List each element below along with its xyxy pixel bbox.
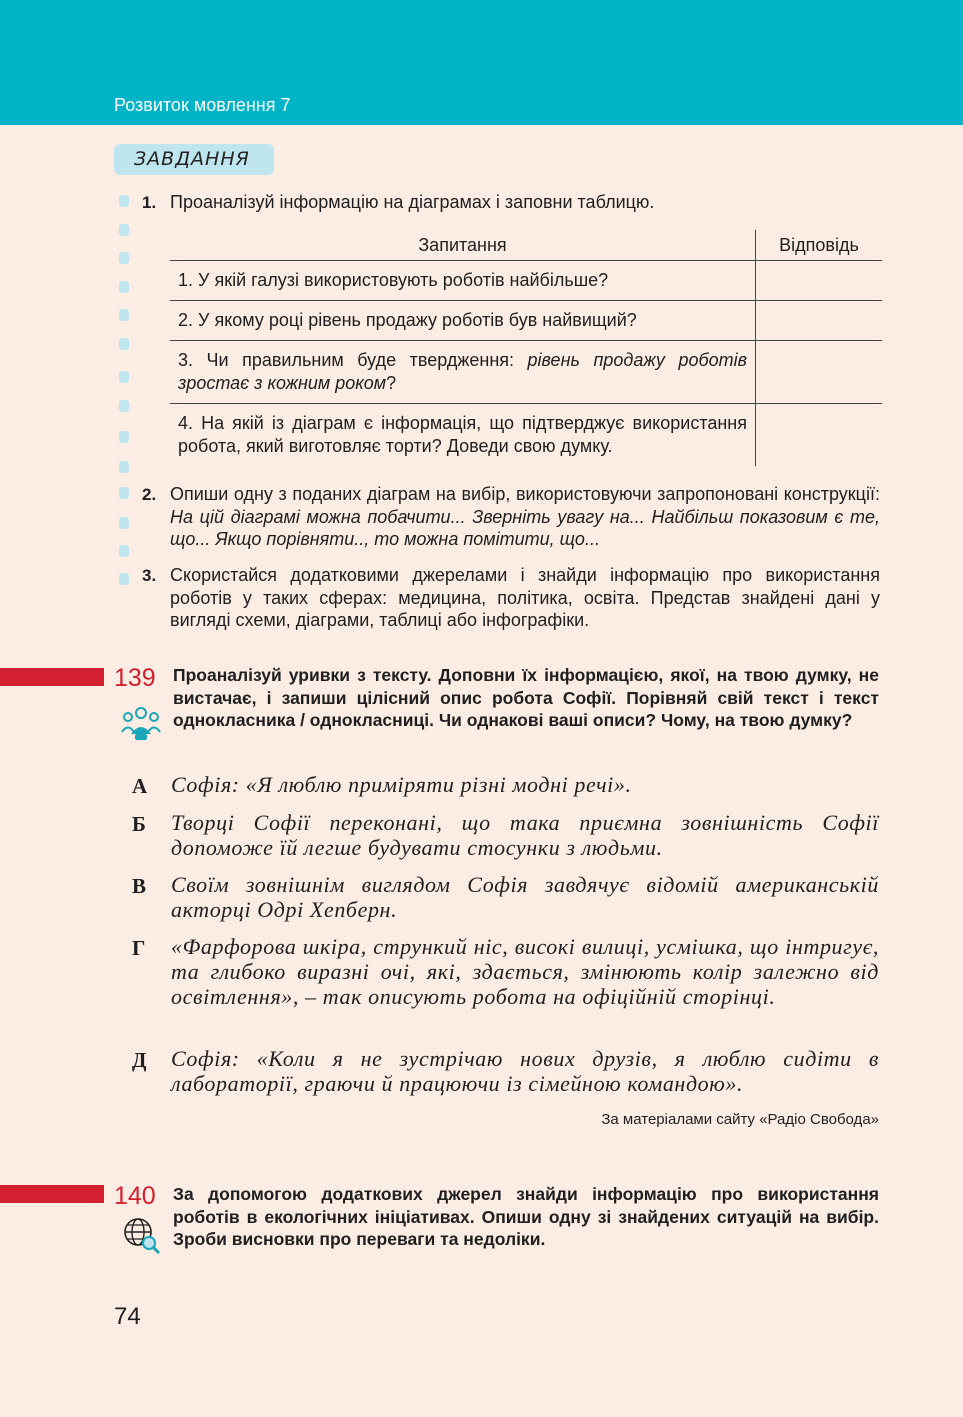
task-3-number: 3.: [142, 566, 157, 585]
task-1-number: 1.: [142, 193, 157, 212]
answer-cell[interactable]: [756, 404, 883, 467]
exercise-139-text: Проаналізуй уривки з тексту. Доповни їх інформацією, якої, на твою думку, не вистачає, і запиши цілісний опис робота Софії. Порівняй свій текст і текст однокласника / однокласниці. Чи однакові ваші описи? Чому, на твою думку?: [173, 665, 879, 730]
dot-icon: [119, 338, 129, 350]
excerpt-text: Софія: «Я люблю приміряти різні модні речі».: [171, 772, 632, 797]
exercise-marker-bar: [0, 1185, 104, 1203]
table-row: [170, 261, 882, 301]
question-cell: 1. У якій галузі використовують роботів найбільше?: [170, 261, 756, 301]
group-icon: [121, 704, 161, 747]
dot-icon: [119, 224, 129, 236]
tasks-label-box: [114, 144, 274, 175]
question-text: 3. Чи правильним буде твердження:: [178, 350, 528, 370]
dot-icon: [119, 309, 129, 321]
dot-icon: [119, 400, 129, 412]
table-row: [170, 301, 882, 341]
exercise-marker-bar: [0, 668, 104, 686]
dot-icon: [119, 517, 129, 529]
excerpt-text: Творці Софії переконані, що така приємна зовнішність Софії допоможе їй легше будувати стосунки з людьми.: [171, 810, 879, 860]
table-row: [170, 341, 882, 404]
exercise-139-number: 139: [114, 664, 156, 692]
task-2-italic: На цій діаграмі можна побачити... Зверніть увагу на... Найбільш показовим є те, що... Якщо порівняти.., то можна помітити, що...: [170, 506, 880, 549]
globe-search-icon: [122, 1216, 162, 1259]
dot-icon: [119, 545, 129, 557]
excerpt-letter: А: [132, 774, 148, 798]
exercise-140-number: 140: [114, 1182, 156, 1210]
task-2-text: [170, 483, 880, 551]
table-header-question: Запитання: [170, 230, 756, 261]
excerpt-letter: В: [132, 874, 147, 898]
task-2-number: 2.: [142, 485, 157, 504]
excerpt-text: Своїм зовнішнім виглядом Софія завдячує відомій американській акторці Одрі Хепберн.: [171, 872, 879, 922]
header-title: Розвиток мовлення 7: [114, 95, 291, 115]
excerpt-text: Софія: «Коли я не зустрічаю нових друзів, я люблю сидіти в лабораторії, граючи й працюючи із сімейною командою».: [171, 1046, 879, 1096]
excerpt-letter: Г: [132, 936, 146, 960]
dot-icon: [119, 461, 129, 473]
questions-table: [170, 230, 882, 466]
table-header-answer: Відповідь: [756, 230, 883, 261]
tasks-label: ЗАВДАННЯ: [134, 148, 250, 170]
table-row: [170, 404, 882, 467]
task-1-text: Проаналізуй інформацію на діаграмах і заповни таблицю.: [170, 192, 655, 212]
question-end: ?: [386, 373, 397, 393]
excerpt-letter: Б: [132, 812, 146, 836]
answer-cell[interactable]: [756, 261, 883, 301]
task-2-plain: Опиши одну з поданих діаграм на вибір, використовуючи запропоновані конструкції:: [170, 484, 880, 504]
table-header-row: [170, 230, 882, 261]
exercise-140-text: За допомогою додаткових джерел знайди інформацію про використання роботів в екологічних ініціативах. Опиши одну зі знайдених ситуацій на вибір. Зроби висновки про переваги та недоліки.: [173, 1184, 879, 1249]
answer-cell[interactable]: [756, 301, 883, 341]
task-3-text: Скористайся додатковими джерелами і знайди інформацію про використання роботів у таких сферах: медицина, політика, освіта. Представ знайдені дані у вигляді схеми, діаграми, таблиці або інфографіки.: [170, 565, 880, 630]
answer-cell[interactable]: [756, 341, 883, 404]
question-cell: 2. У якому році рівень продажу роботів був найвищий?: [170, 301, 756, 341]
dot-icon: [119, 195, 129, 207]
page-number: 74: [114, 1303, 141, 1330]
dot-icon: [119, 371, 129, 383]
question-cell: [170, 341, 756, 404]
dot-icon: [119, 252, 129, 264]
question-italic-text: рівень продажу роботів зростає з кожним роком: [178, 350, 747, 393]
dot-icon: [119, 487, 129, 499]
excerpt-text: «Фарфорова шкіра, стрункий ніс, високі вилиці, усмішка, що інтригує, та глибоко виразні очі, які, здається, змінюють колір залежно від освітлення», – так описують робота на офіційній сторінці.: [171, 934, 879, 1009]
question-cell: 4. На якій із діаграм є інформація, що підтверджує використання робота, який виготовляє торти? Доведи свою думку.: [178, 413, 747, 456]
page-header: [0, 0, 963, 125]
source-note: За матеріалами сайту «Радіо Свобода»: [601, 1111, 879, 1128]
dot-icon: [119, 431, 129, 443]
excerpt-letter: Д: [132, 1048, 147, 1072]
dot-icon: [119, 281, 129, 293]
dot-icon: [119, 573, 129, 585]
